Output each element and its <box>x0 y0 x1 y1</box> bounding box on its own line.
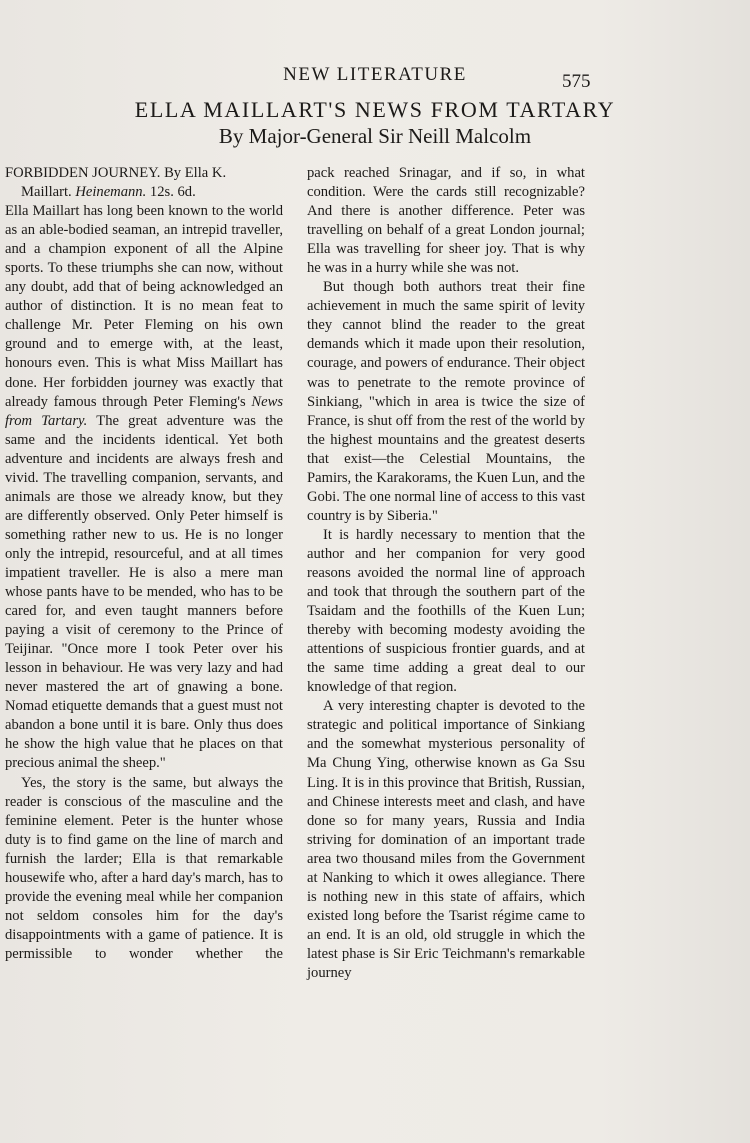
book-details <box>5 183 283 202</box>
right-paragraph-4: A very interesting chapter is devoted to the strategic and political importance of Sinkiang and the somewhat mysterious personality of Ma Chung Ying, otherwise known as Ga Ssu Ling. It is in this province that British, Russian, and Chinese interests meet and clash, and have done so for many years, Russia and India striving for domination of an important trade area two thousand miles from the Government at Nanking to which it owes allegiance. There is nothing new in this state of affairs, which existed long before the Tsarist régime came to an end. It is an old, old struggle in which the latest phase is Sir Eric Teichmann's remarkable journey <box>307 698 585 981</box>
right-paragraph-2: But though both authors treat their fine achievement in much the same spirit of levity they cannot blind the reader to the great demands which it made upon their resolution, courage, and powers of endurance. Their object was to penetrate to the remote province of Sinkiang, "which in area is twice the size of France, is shut off from the rest of the world by the highest mountains and the greatest deserts that exist—the Celestial Mountains, the Pamirs, the Karakorams, the Kuen Lun, and the Gobi. The one normal line of access to this vast country is by Siberia." <box>307 279 586 524</box>
page-number: 575 <box>562 71 591 92</box>
article-title: ELLA MAILLART'S NEWS FROM TARTARY <box>134 97 616 122</box>
book-price: 12s. 6d. <box>149 184 196 201</box>
running-head: NEW LITERATURE <box>283 64 467 85</box>
left-column <box>5 164 283 964</box>
right-column <box>307 164 585 983</box>
review-heading <box>5 164 283 202</box>
left-paragraph-1-rest: The great adventure was the same and the incidents identical. Yet both adventure and incidents are always fresh and vivid. The travelling companion, servants, and animals are those we already know, but they are differently observed. Only Peter himself is something rather new to us. He is no longer only the intrepid, resourceful, and at all times impatient traveller. He is also a mere man whose pants have to be mended, who has to be cared for, and even taught manners before paying a visit of ceremony to the Prince of Teijinar. "Once more I took Peter over his lesson in behaviour. He was very lazy and had never mastered the art of gnawing a bone. Nomad etiquette demands that a guest must not abandon a bone until it is bare. Only thus does he show the high value that he places on that precious animal the sheep." <box>5 412 283 772</box>
book-author-label: By Ella K. <box>164 165 227 181</box>
book-publisher: Heinemann. <box>75 184 147 201</box>
left-paragraph-1 <box>5 202 283 773</box>
left-paragraph-2: Yes, the story is the same, but always the reader is conscious of the masculine and the feminine element. Peter is the hunter whose duty is to find game on the line of march and furnish the larder; Ella is that remarkable housewife who, after a hard day's march, has to provide the evening meal while her companion not seldom consoles him for the day's disappointments with a game of patience. It is permissible to wonder whether the <box>5 774 283 962</box>
right-paragraph-3: It is hardly necessary to mention that the author and her companion for very good reasons avoided the normal line of approach and took that through the southern part of the Tsaidam and the foothills of the Kuen Lun; thereby with becoming modesty avoiding the attentions of suspicious frontier guards, and at the same time adding a great deal to our knowledge of that region. <box>307 526 585 696</box>
right-paragraph-1: pack reached Srinagar, and if so, in what condition. Were the cards still recognizable? And there is another difference. Peter was travelling on behalf of a great London journal; Ella was travelling for sheer joy. That is why he was in a hurry while she was not. <box>307 165 585 277</box>
article-byline: By Major-General Sir Neill Malcolm <box>218 124 532 148</box>
book-title: FORBIDDEN JOURNEY. <box>5 165 161 181</box>
book-author-cont: Maillart. <box>21 184 72 201</box>
left-paragraph-1-text: Ella Maillart has long been known to the world as an able-bodied seaman, an intrepid traveller, and a champion exponent of all the Alpine sports. To these triumphs she can now, without any doubt, add that of being acknowledged an author of distinction. It is no mean feat to challenge Mr. Peter Fleming on his own ground and to emerge with, at the least, honours even. This is what Miss Maillart has done. Her forbidden journey was exactly that already famous through Peter Fleming's <box>5 203 283 410</box>
book-reference-italic: News from Tartary. <box>5 393 283 429</box>
